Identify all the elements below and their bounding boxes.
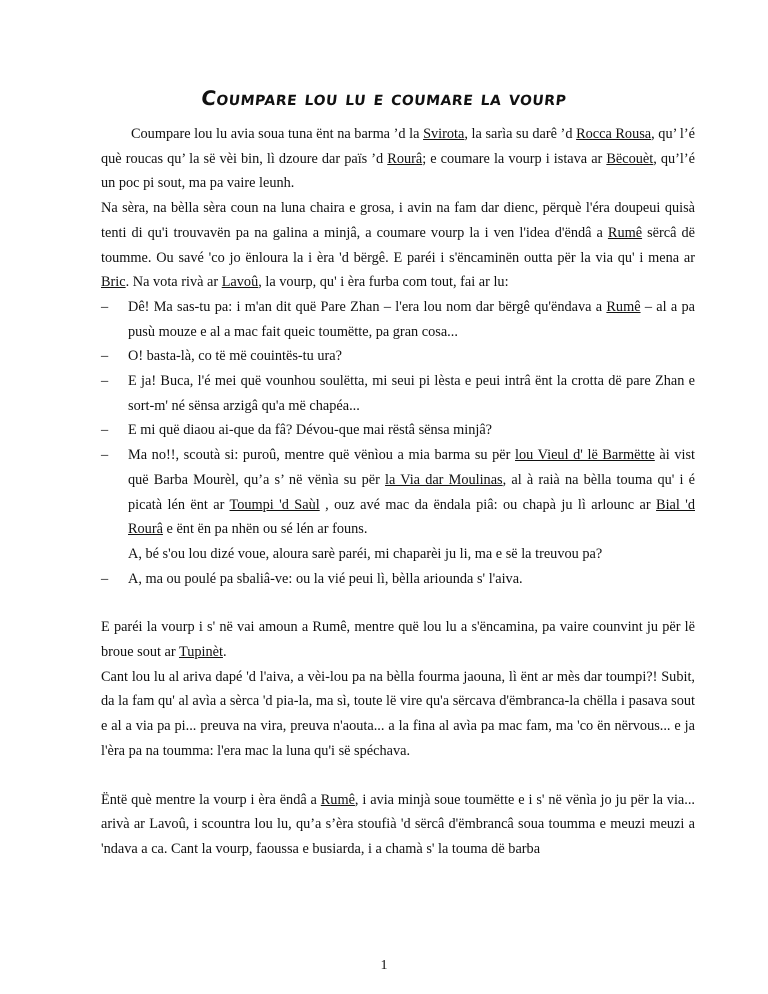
dialogue-line bbox=[101, 443, 695, 542]
place-name: Rumê bbox=[320, 791, 355, 808]
place-name: Bëcouèt bbox=[606, 150, 654, 167]
place-name: Rocca Rousa bbox=[576, 126, 652, 142]
document-title: Coumpare lou lu e coumare la vourp bbox=[200, 86, 568, 110]
text-span: Ma no!!, scoutà si: puroû, mentre quë vënìou a mia barma su për bbox=[128, 447, 516, 464]
place-name: Bric bbox=[101, 274, 126, 291]
text-span: Na sèra, na bèlla sèra coun na luna chaira e grosa, i avin na fam dar dienc, përquè l'éra doupeui quisà tenti di qu'i trouvavën pa na galina a minjâ, a coumare vourp la i ven l'idea d'ëndâ a bbox=[101, 200, 695, 241]
place-name: Rumê bbox=[606, 298, 641, 315]
text-span: , la sarìa su darê ’d bbox=[464, 126, 577, 142]
text-span: . bbox=[222, 644, 227, 661]
place-name: Tupinèt bbox=[178, 644, 223, 661]
place-name: Rumê bbox=[607, 224, 643, 241]
dialogue-line bbox=[101, 295, 695, 344]
text-span: , al à raià na bèlla touma qu' i é picatà lén ënt ar bbox=[128, 471, 695, 513]
text-span: , qu’ l’é què roucas qu’ la së vèi bin, lì dzoure dar païs ’d bbox=[101, 126, 695, 167]
paragraph-3 bbox=[101, 615, 695, 664]
paragraph-1 bbox=[101, 122, 695, 196]
dialogue-line: – E mi quë diaou ai-que da fâ? Dévou-que mai rëstâ sënsa minjâ? bbox=[101, 418, 695, 443]
document-body bbox=[101, 122, 695, 862]
dialogue-line: – A, ma ou poulé pa sbaliâ-ve: ou la vié peui lì, bèlla ariounda s' l'aiva. bbox=[101, 567, 695, 592]
paragraph-4: Cant lou lu al ariva dapé 'd l'aiva, a vèi-lou pa na bèlla fourma jaouna, lì ënt ar mès dar toumpi?! Subit, da la fam qu' al avìa a sèrca 'd pia-la, ma sì, toute lë vire qu'a sërcava d'ëmbranca-la chëlla i pasava sout e al a via pa pi... preuva na vira, preuva n'aouta... a la fina al avìa pa mac fam, ma 'co ën nërvous... e ja l'èra pa na toumma: l'era mac la luna qu'i së spéchava. bbox=[101, 668, 695, 759]
dialogue-line: – E ja! Buca, l'é mei quë vounhou soulëtta, mi seui pi lèsta e peui intrâ ënt la crotta dë pare Zhan e sort-m' né sënsa arzigâ qu'a më chapéa... bbox=[101, 369, 695, 418]
text-span: , qu’l’é un poc pi sout, ma pa vaire leunh. bbox=[101, 150, 695, 192]
place-name: la Via dar Moulinas bbox=[385, 471, 503, 488]
paragraph-5 bbox=[101, 788, 695, 862]
text-span: Ëntë què mentre la vourp i èra ëndâ a bbox=[101, 791, 321, 808]
text-span: e ënt ën pa nhën ou sé lén ar founs. bbox=[162, 521, 368, 538]
text-span: sërcâ dë toumme. Ou savé 'co jo ënloura la i èra 'd bërgê. E paréi i s'ëncaminën outta për la via qu' i mena ar bbox=[101, 224, 695, 266]
text-span: E paréi la vourp i s' në vai amoun a Rumê, mentre quë lou lu a s'ëncamina, pa vaire counvint ju për lë broue sout ar bbox=[101, 619, 695, 661]
paragraph-2 bbox=[101, 196, 695, 295]
place-name: lou Vieul d' lë Barmëtte bbox=[515, 447, 655, 464]
page-number: 1 bbox=[380, 958, 388, 973]
text-span: . Na vota rivà ar bbox=[125, 274, 222, 291]
text-span: , ouz avé mac da ëndala piâ: ou chapà ju lì arlounc ar bbox=[319, 496, 657, 513]
text-span: Dê! Ma sas-tu pa: i m'an dit quë Pare Zhan – l'era lou nom dar bërgê qu'ëndava a bbox=[128, 298, 607, 315]
text-span: ài vist quë Barba Mourèl, qu’a s’ në vënìa su për bbox=[128, 447, 695, 488]
dialogue-line: – O! basta-là, co të më couintës-tu ura? bbox=[101, 344, 695, 369]
place-name: Toumpi 'd Saùl bbox=[229, 496, 320, 513]
text-span: Coumpare lou lu avia soua tuna ënt na barma ’d la bbox=[131, 126, 424, 142]
dialogue-line-continued: A, bé s'ou lou dizé voue, aloura sarè paréi, mi chaparèi ju li, ma e së la treuvou pa? bbox=[128, 545, 603, 562]
text-span: – al a pa pusù mouze e al a mac fait queic toumëtte, pa gran cosa... bbox=[128, 298, 695, 340]
place-name: Rourâ bbox=[387, 150, 423, 167]
place-name: Bial 'd Rourâ bbox=[128, 496, 695, 538]
place-name: Lavoû bbox=[221, 274, 259, 291]
text-span: ; e coumare la vourp i istava ar bbox=[422, 150, 607, 167]
dialogue-list bbox=[101, 295, 695, 591]
text-span: , la vourp, qu' i èra furba com tout, fai ar lu: bbox=[258, 274, 509, 291]
place-name: Svirota bbox=[423, 126, 465, 142]
text-span: , i avia minjà soue toumëtte e i s' në vënìa jo ju për la via... arivà ar Lavoû, i scountra lou lu, qu’a s’èra stoufià 'd sërcâ d'ëmbrancâ soua toumma e meuzi meuzi a 'ndava a ca. Cant la vourp, faoussa e busiarda, i a chamà s' la touma dë barba bbox=[101, 791, 695, 857]
